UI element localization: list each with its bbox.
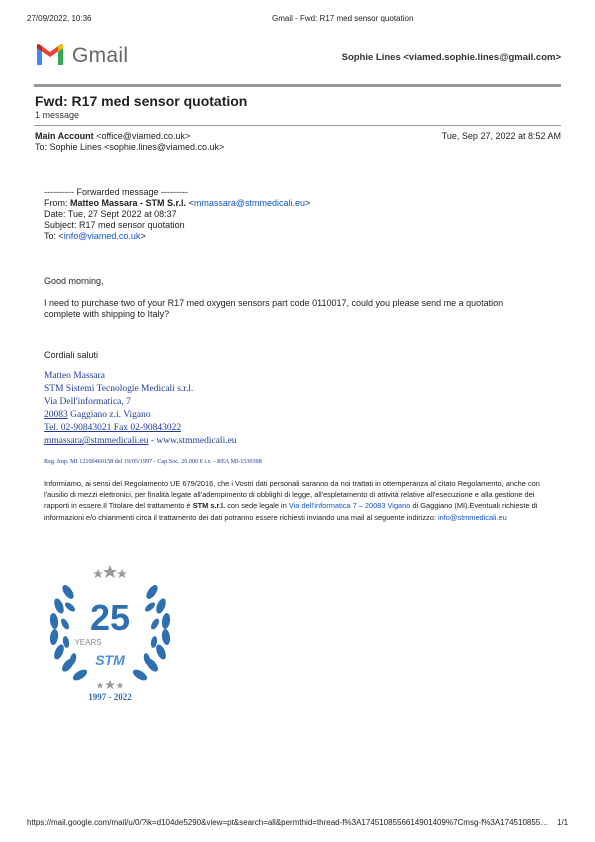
signature-web: - www.stmmedicali.eu	[148, 436, 237, 446]
signature-contacts	[44, 435, 237, 448]
sender-email: <office@viamed.co.uk>	[96, 131, 191, 141]
privacy-company: STM s.r.l.	[192, 501, 226, 511]
privacy-text-2: con sede legale in	[225, 501, 289, 511]
forward-subject: Subject: R17 med sensor quotation	[44, 220, 185, 230]
message-divider	[34, 125, 561, 126]
forward-separator: ---------- Forwarded message ---------	[44, 187, 188, 197]
badge-number: 25	[89, 597, 131, 638]
message-recipient	[35, 142, 224, 153]
body-closing: Cordiali saluti	[44, 350, 99, 360]
signature-city-name: Gaggiano z.i. Vigano	[67, 410, 151, 420]
privacy-address-link[interactable]: Via dell'informatica 7 – 20083 Vigano	[288, 501, 411, 511]
message-count: 1 message	[35, 110, 80, 120]
forward-from	[44, 198, 310, 209]
body-request-line2: complete with shipping to Italy?	[44, 309, 170, 319]
privacy-notice	[44, 478, 559, 523]
print-datetime: 27/09/2022, 10:36	[27, 14, 92, 23]
forward-date: Date: Tue, 27 Sept 2022 at 08:37	[44, 209, 177, 219]
signature-postcode: 20083	[44, 410, 68, 420]
signature-email-link[interactable]: mmassara@stmmedicali.eu	[44, 436, 149, 446]
forward-to-label: To: <	[44, 231, 64, 241]
gmail-wordmark: Gmail	[72, 44, 129, 67]
account-user: Sophie Lines <viamed.sophie.lines@gmail.com>	[341, 52, 561, 63]
signature-registry: Reg. Imp. MI 12100460158 del 19/05/1997 - Cap.Soc. 26.000 € i.v. - REA MI-1530308	[44, 458, 262, 465]
forward-from-close: >	[305, 198, 311, 208]
forward-from-open: <	[188, 198, 194, 208]
body-request-line1: I need to purchase two of your R17 med oxygen sensors part code 0110017, could you please send me a quotation	[44, 298, 504, 308]
header-divider	[34, 84, 561, 87]
badge-years-range: 1997 - 2022	[88, 692, 132, 702]
print-page-number: 1/1	[557, 818, 569, 827]
privacy-email-link[interactable]: info@stmmedicali.eu	[437, 512, 507, 522]
body-greeting: Good morning,	[44, 276, 104, 286]
forward-to-email-link[interactable]: info@viamed.co.uk	[63, 231, 141, 241]
to-label: To:	[35, 142, 48, 152]
signature-street: Via Dell'informatica, 7	[44, 397, 131, 407]
badge-label: YEARS	[74, 638, 102, 647]
thread-subject: Fwd: R17 med sensor quotation	[35, 93, 248, 109]
forward-to	[44, 231, 146, 242]
badge-logo: STM	[95, 652, 125, 668]
signature-phone: Tel. 02-90843021 Fax 02-90843022	[44, 423, 182, 433]
forward-from-name: Matteo Massara - STM S.r.l.	[70, 198, 187, 208]
to-address: Sophie Lines <sophie.lines@viamed.co.uk>	[49, 142, 225, 152]
signature-name: Matteo Massara	[44, 371, 105, 381]
signature-city	[44, 409, 151, 422]
anniversary-badge	[40, 562, 180, 702]
print-url: https://mail.google.com/mail/u/0/?ik=d104de5290&view=pt&search=all&permthid=thread-f%3A1745108556614901409%7Cmsg-f%3A174510855…	[27, 818, 549, 827]
message-date: Tue, Sep 27, 2022 at 8:52 AM	[441, 131, 561, 141]
privacy-text-3: di Gaggiano (MI).Eventuali richieste di informazioni e/o chiarimenti circa il trattamento dei dati potranno essere richiesti inviando una mail al seguente indirizzo:	[44, 501, 538, 522]
forward-to-close: >	[140, 231, 146, 241]
signature-company: STM Sistemi Tecnologie Medicali s.r.l.	[44, 384, 194, 394]
privacy-text-1: Informiamo, ai sensi del Regolamento UE 679/2016, che i Vostri dati personali saranno da noi trattati in ottemperanza al citato Regolamento, anche con l'ausilio di mezzi elettronici, per finalità legate all'adempimento di obblighi di legge, all'espletamento di attività relative all'esecuzione e alla gestione dei rapporti in essere.Il Titolare del trattamento è	[44, 479, 540, 511]
gmail-m-icon[interactable]	[35, 43, 65, 67]
message-sender	[35, 131, 190, 142]
forward-from-email-link[interactable]: mmassara@stmmedicali.eu	[193, 198, 306, 208]
forward-from-label: From:	[44, 198, 68, 208]
print-title: Gmail - Fwd: R17 med sensor quotation	[272, 14, 414, 23]
sender-name: Main Account	[35, 131, 94, 141]
